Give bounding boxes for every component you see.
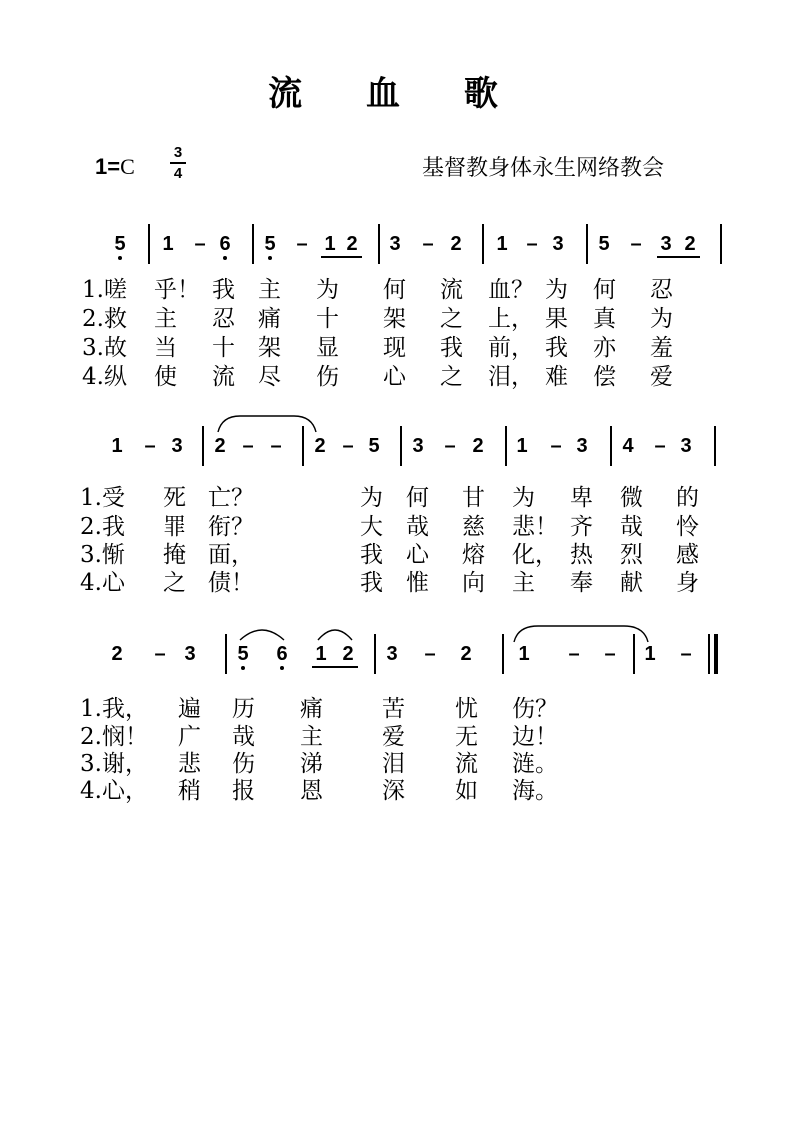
dash: – <box>242 435 254 457</box>
barline <box>252 224 254 264</box>
lyric-word: 难 <box>545 364 568 390</box>
lyric-word: 痛 <box>300 696 323 722</box>
lyric-word: 悲！ <box>512 514 558 540</box>
lyric-word: 熔 <box>462 542 485 568</box>
note: 2 <box>314 435 326 457</box>
lyric-word: 感 <box>676 542 699 568</box>
lyric-word: 羞 <box>650 335 673 361</box>
lyric-word: 报 <box>232 778 255 804</box>
lyric-word: 乎！ <box>154 277 200 303</box>
lyric-word: 的 <box>676 485 699 511</box>
lyric-word: 1.我， <box>80 696 148 722</box>
time-signature-top: 3 <box>173 144 183 161</box>
barline <box>374 634 376 674</box>
note: 3 <box>184 643 196 665</box>
lyric-word: 心 <box>406 542 429 568</box>
dash: – <box>654 435 666 457</box>
note: 3 <box>576 435 588 457</box>
lyric-word: 边！ <box>512 724 558 750</box>
lyric-word: 之 <box>440 364 463 390</box>
lyric-word: 涟。 <box>512 751 558 777</box>
dash: – <box>526 233 538 255</box>
dash: – <box>342 435 354 457</box>
dash: – <box>568 643 580 665</box>
barline <box>505 426 507 466</box>
lyric-word: 之 <box>163 570 186 596</box>
tie-slur <box>238 626 286 642</box>
lyric-word: 十 <box>316 306 339 332</box>
lyric-word: 大 <box>360 514 383 540</box>
lyric-word: 血？ <box>488 277 534 303</box>
lyric-word: 主 <box>300 724 323 750</box>
dash: – <box>424 643 436 665</box>
lyric-word: 1.受 <box>80 485 125 511</box>
lyric-word: 献 <box>620 570 643 596</box>
barline <box>714 426 716 466</box>
lyric-word: 遍 <box>178 696 201 722</box>
lyric-word: 为 <box>360 485 383 511</box>
lyric-word: 架 <box>383 306 406 332</box>
dash: – <box>630 233 642 255</box>
lyric-word: 泪， <box>488 364 534 390</box>
lyric-word: 广 <box>178 724 201 750</box>
barline <box>720 224 722 264</box>
final-barline-thick <box>714 634 718 674</box>
note: 5 <box>598 233 610 255</box>
lyric-word: 怜 <box>676 514 699 540</box>
barline <box>202 426 204 466</box>
lyric-word: 我 <box>360 570 383 596</box>
lyric-word: 忍 <box>212 306 235 332</box>
lyric-word: 衔？ <box>208 514 254 540</box>
lyric-word: 2.救 <box>82 306 127 332</box>
lyric-word: 哉 <box>620 514 643 540</box>
eighth-underline <box>321 256 362 258</box>
barline <box>502 634 504 674</box>
note: 1 <box>111 435 123 457</box>
lyric-word: 齐 <box>570 514 593 540</box>
lyric-word: 热 <box>570 542 593 568</box>
lyric-word: 3.谢， <box>80 751 148 777</box>
key-prefix: 1= <box>95 154 121 179</box>
lyric-word: 伤 <box>316 364 339 390</box>
lyric-word: 爱 <box>382 724 405 750</box>
lower-octave-dot <box>241 666 245 670</box>
note: 3 <box>660 233 672 255</box>
lyric-word: 奉 <box>570 570 593 596</box>
lyric-word: 伤？ <box>512 696 558 722</box>
lyric-word: 3.惭 <box>80 542 125 568</box>
dash: – <box>144 435 156 457</box>
key-signature <box>95 154 135 180</box>
note: 1 <box>162 233 174 255</box>
note: 2 <box>342 643 354 665</box>
barline <box>482 224 484 264</box>
lyric-word: 主 <box>154 306 177 332</box>
lyric-word: 4.心 <box>80 570 125 596</box>
lower-octave-dot <box>118 256 122 260</box>
note: 5 <box>264 233 276 255</box>
lyric-word: 4.纵 <box>82 364 127 390</box>
lyric-word: 化， <box>512 542 558 568</box>
lyric-word: 债！ <box>208 570 254 596</box>
fraction-line <box>170 162 186 164</box>
dash: – <box>154 643 166 665</box>
barline <box>225 634 227 674</box>
barline <box>148 224 150 264</box>
lyric-word: 死 <box>163 485 186 511</box>
lyric-word: 1.嗟 <box>82 277 127 303</box>
lyric-word: 为 <box>316 277 339 303</box>
lyric-word: 2.我 <box>80 514 125 540</box>
lyric-word: 如 <box>455 778 478 804</box>
lyric-word: 真 <box>593 306 616 332</box>
barline <box>586 224 588 264</box>
dash: – <box>444 435 456 457</box>
note: 2 <box>460 643 472 665</box>
barline <box>378 224 380 264</box>
dash: – <box>296 233 308 255</box>
lyric-word: 我 <box>212 277 235 303</box>
lyric-word: 身 <box>676 570 699 596</box>
tie-slur <box>512 624 650 644</box>
lyric-word: 哉 <box>406 514 429 540</box>
lyric-word: 慈 <box>462 514 485 540</box>
lyric-word: 主 <box>512 570 535 596</box>
key-letter: C <box>120 154 135 179</box>
lyric-word: 我 <box>360 542 383 568</box>
barline <box>400 426 402 466</box>
lyric-word: 架 <box>258 335 281 361</box>
lyric-word: 面， <box>208 542 254 568</box>
lyric-word: 掩 <box>163 542 186 568</box>
note: 1 <box>518 643 530 665</box>
lyric-word: 使 <box>154 364 177 390</box>
lyric-word: 海。 <box>512 778 558 804</box>
lyric-word: 罪 <box>163 514 186 540</box>
lyric-word: 深 <box>382 778 405 804</box>
dash: – <box>604 643 616 665</box>
lyric-word: 悲 <box>178 751 201 777</box>
note: 6 <box>219 233 231 255</box>
lyric-word: 为 <box>512 485 535 511</box>
lyric-word: 3.故 <box>82 335 127 361</box>
note: 3 <box>389 233 401 255</box>
lyric-word: 历 <box>232 696 255 722</box>
lyric-word: 之 <box>440 306 463 332</box>
lyric-word: 果 <box>545 306 568 332</box>
lyric-word: 偿 <box>593 364 616 390</box>
lyric-word: 我 <box>440 335 463 361</box>
lyric-word: 显 <box>316 335 339 361</box>
lyric-word: 何 <box>593 277 616 303</box>
song-title: 流 血 歌 <box>268 74 524 114</box>
lyric-word: 痛 <box>258 306 281 332</box>
note: 1 <box>315 643 327 665</box>
eighth-underline <box>312 666 358 668</box>
note: 5 <box>114 233 126 255</box>
note: 3 <box>386 643 398 665</box>
lyric-word: 流 <box>455 751 478 777</box>
lyric-word: 当 <box>154 335 177 361</box>
lower-octave-dot <box>223 256 227 260</box>
lyric-word: 涕 <box>300 751 323 777</box>
lyric-word: 爱 <box>650 364 673 390</box>
note: 1 <box>324 233 336 255</box>
lyric-word: 心 <box>383 364 406 390</box>
note: 1 <box>496 233 508 255</box>
lyric-word: 前， <box>488 335 534 361</box>
note: 2 <box>111 643 123 665</box>
lyric-word: 十 <box>212 335 235 361</box>
lower-octave-dot <box>268 256 272 260</box>
lyric-word: 上， <box>488 306 534 332</box>
lyric-word: 4.心， <box>80 778 148 804</box>
lyric-word: 现 <box>383 335 406 361</box>
note: 6 <box>276 643 288 665</box>
tie-slur <box>216 414 318 434</box>
dash: – <box>270 435 282 457</box>
lyric-word: 亦 <box>593 335 616 361</box>
note: 4 <box>622 435 634 457</box>
note: 2 <box>472 435 484 457</box>
lyric-word: 稍 <box>178 778 201 804</box>
dash: – <box>422 233 434 255</box>
note: 2 <box>450 233 462 255</box>
note: 1 <box>644 643 656 665</box>
lyric-word: 卑 <box>570 485 593 511</box>
lyric-word: 烈 <box>620 542 643 568</box>
lyric-word: 我 <box>545 335 568 361</box>
lyric-word: 哉 <box>232 724 255 750</box>
lyric-word: 主 <box>258 277 281 303</box>
dash: – <box>680 643 692 665</box>
lyric-word: 无 <box>455 724 478 750</box>
lyric-word: 甘 <box>462 485 485 511</box>
lyric-word: 亡？ <box>208 485 254 511</box>
dash: – <box>194 233 206 255</box>
lyric-word: 忧 <box>455 696 478 722</box>
note: 5 <box>237 643 249 665</box>
lyric-word: 何 <box>383 277 406 303</box>
note: 2 <box>214 435 226 457</box>
lyric-word: 苦 <box>382 696 405 722</box>
lyric-word: 微 <box>620 485 643 511</box>
tie-slur <box>316 626 354 642</box>
lower-octave-dot <box>280 666 284 670</box>
lyric-word: 向 <box>462 570 485 596</box>
lyric-word: 恩 <box>300 778 323 804</box>
lyric-word: 泪 <box>382 751 405 777</box>
dash: – <box>550 435 562 457</box>
eighth-underline <box>657 256 700 258</box>
time-signature <box>170 144 186 182</box>
note: 3 <box>680 435 692 457</box>
lyric-word: 尽 <box>258 364 281 390</box>
barline <box>610 426 612 466</box>
lyric-word: 为 <box>545 277 568 303</box>
note: 5 <box>368 435 380 457</box>
lyric-word: 何 <box>406 485 429 511</box>
lyric-word: 流 <box>440 277 463 303</box>
note: 3 <box>552 233 564 255</box>
lyric-word: 惟 <box>406 570 429 596</box>
note: 2 <box>684 233 696 255</box>
note: 1 <box>516 435 528 457</box>
final-barline-thin <box>708 634 710 674</box>
note: 3 <box>171 435 183 457</box>
lyric-word: 伤 <box>232 751 255 777</box>
note: 2 <box>346 233 358 255</box>
lyric-word: 为 <box>650 306 673 332</box>
lyric-word: 流 <box>212 364 235 390</box>
author-credit: 基督教身体永生网络教会 <box>422 156 665 181</box>
time-signature-bottom: 4 <box>173 165 183 182</box>
lyric-word: 2.悯！ <box>80 724 148 750</box>
lyric-word: 忍 <box>650 277 673 303</box>
note: 3 <box>412 435 424 457</box>
